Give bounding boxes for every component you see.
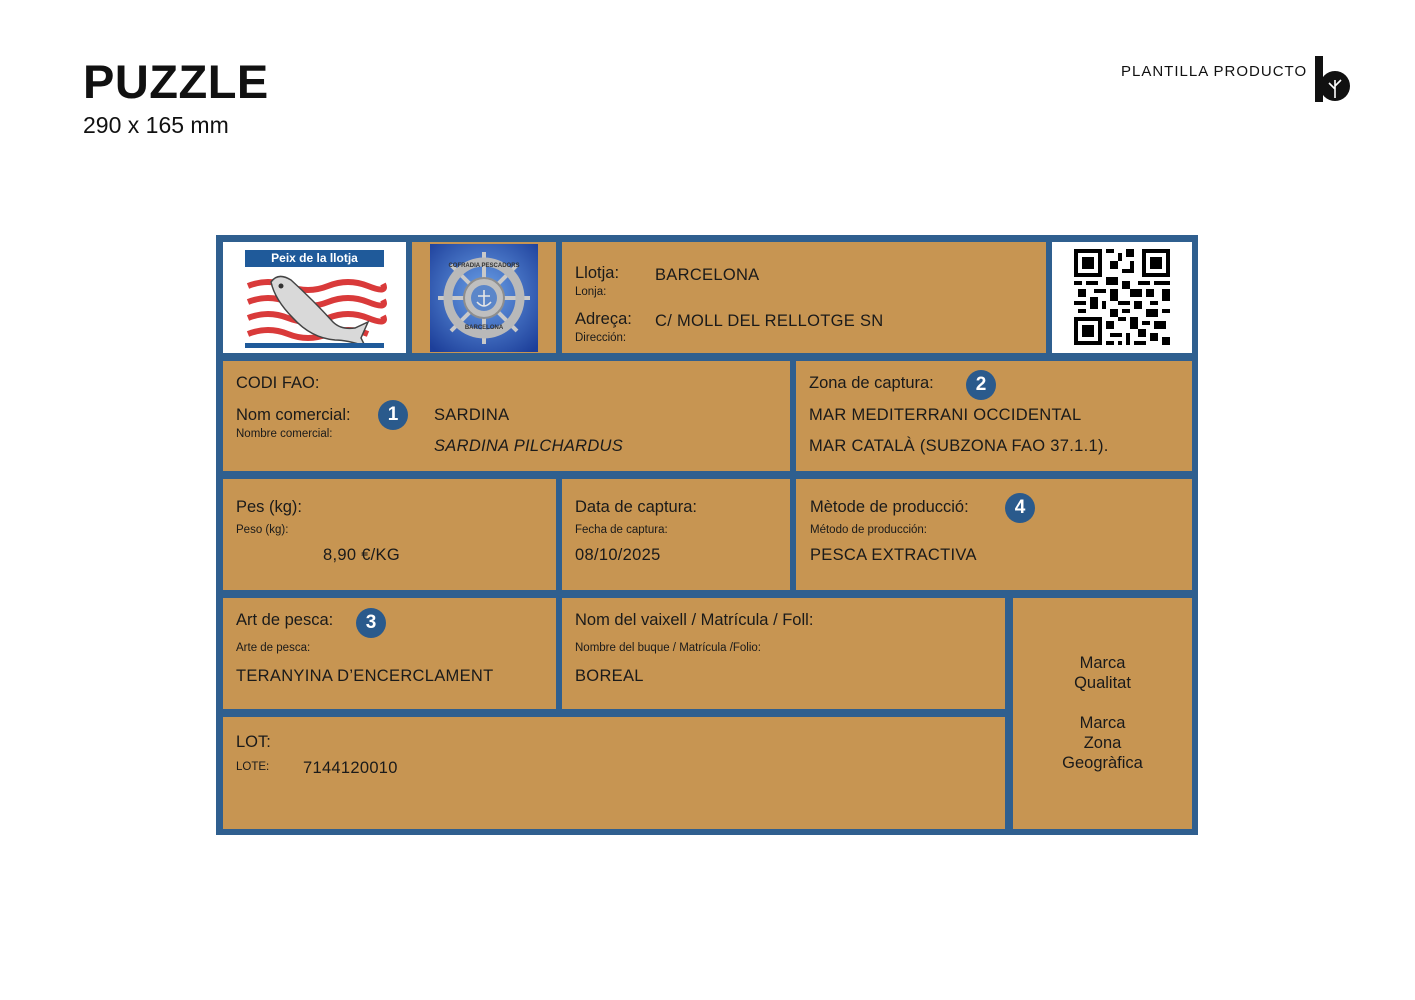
vaixell-cell (562, 598, 1005, 709)
qr-code-cell (1052, 242, 1192, 353)
nom-comercial-value: SARDINA (434, 406, 510, 424)
seal-bottom-text: BARCELONA (464, 325, 504, 331)
metode-produccio-cell (796, 479, 1192, 590)
vaixell-value: BOREAL (575, 667, 644, 685)
page-title: PUZZLE (83, 55, 269, 108)
peix-llotja-logo-cell (223, 242, 406, 353)
seal-top-text: COFRADIA PESCADORS (448, 263, 520, 269)
vaixell-sublabel: Nombre del buque / Matrícula /Folio: (575, 642, 762, 654)
brand-logo-icon (1313, 56, 1351, 102)
lot-label: LOT: (236, 733, 271, 751)
data-captura-label: Data de captura: (575, 498, 697, 516)
pes-label: Pes (kg): (236, 498, 303, 516)
scientific-name-value: SARDINA PILCHARDUS (434, 437, 624, 455)
adreca-value: C/ MOLL DEL RELLOTGE SN (655, 312, 884, 330)
zona-captura-line1: MAR MEDITERRANI OCCIDENTAL (809, 406, 1082, 424)
pes-sublabel: Peso (kg): (236, 524, 289, 536)
badge-4: 4 (1005, 493, 1035, 523)
cofradia-ship-wheel-logo (430, 244, 538, 352)
peix-llotja-banner-text: Peix de la llotja (271, 251, 358, 265)
marca-zona-line2: Zona (1083, 734, 1122, 752)
nom-comercial-cell (223, 361, 790, 471)
pes-cell (223, 479, 556, 590)
llotja-sublabel: Lonja: (575, 286, 607, 298)
marca-qualitat-line2: Qualitat (1074, 674, 1131, 692)
codi-fao-label: CODI FAO: (236, 374, 320, 392)
llotja-value: BARCELONA (655, 266, 760, 284)
art-pesca-value: TERANYINA D’ENCERCLAMENT (236, 667, 494, 685)
product-label-board (216, 235, 1198, 835)
metode-produccio-label: Mètode de producció: (810, 498, 969, 516)
nom-comercial-label: Nom comercial: (236, 406, 351, 424)
lot-sublabel: LOTE: (236, 761, 270, 773)
marques-cell (1013, 598, 1192, 829)
marca-qualitat-line1: Marca (1079, 654, 1126, 672)
zona-captura-label: Zona de captura: (809, 374, 934, 392)
badge-3: 3 (356, 608, 386, 638)
art-pesca-label: Art de pesca: (236, 611, 334, 629)
llotja-label: Llotja: (575, 264, 620, 282)
cofradia-seal-cell (412, 242, 556, 353)
marca-zona-line3: Geogràfica (1062, 754, 1143, 772)
zona-captura-cell (796, 361, 1192, 471)
data-captura-sublabel: Fecha de captura: (575, 524, 668, 536)
lot-value: 7144120010 (303, 759, 398, 777)
nom-comercial-sublabel: Nombre comercial: (236, 428, 333, 440)
zona-captura-line2: MAR CATALÀ (SUBZONA FAO 37.1.1). (809, 437, 1109, 455)
badge-1: 1 (378, 400, 408, 430)
adreca-label: Adreça: (575, 310, 632, 328)
badge-2: 2 (966, 370, 996, 400)
llotja-cell (562, 242, 1046, 353)
metode-produccio-sublabel: Método de producción: (810, 524, 927, 536)
brand-label: PLANTILLA PRODUCTO (1121, 63, 1308, 80)
data-captura-cell (562, 479, 790, 590)
data-captura-value: 08/10/2025 (575, 546, 661, 564)
qr-code-icon[interactable] (1074, 249, 1170, 345)
art-pesca-cell (223, 598, 556, 709)
vaixell-label: Nom del vaixell / Matrícula / Foll: (575, 611, 814, 629)
lot-cell (223, 717, 1005, 829)
art-pesca-sublabel: Arte de pesca: (236, 642, 311, 654)
marca-zona-line1: Marca (1079, 714, 1126, 732)
page-subtitle: 290 x 165 mm (83, 112, 229, 138)
metode-produccio-value: PESCA EXTRACTIVA (810, 546, 977, 564)
adreca-sublabel: Dirección: (575, 332, 627, 344)
pes-value: 8,90 €/KG (323, 546, 400, 564)
